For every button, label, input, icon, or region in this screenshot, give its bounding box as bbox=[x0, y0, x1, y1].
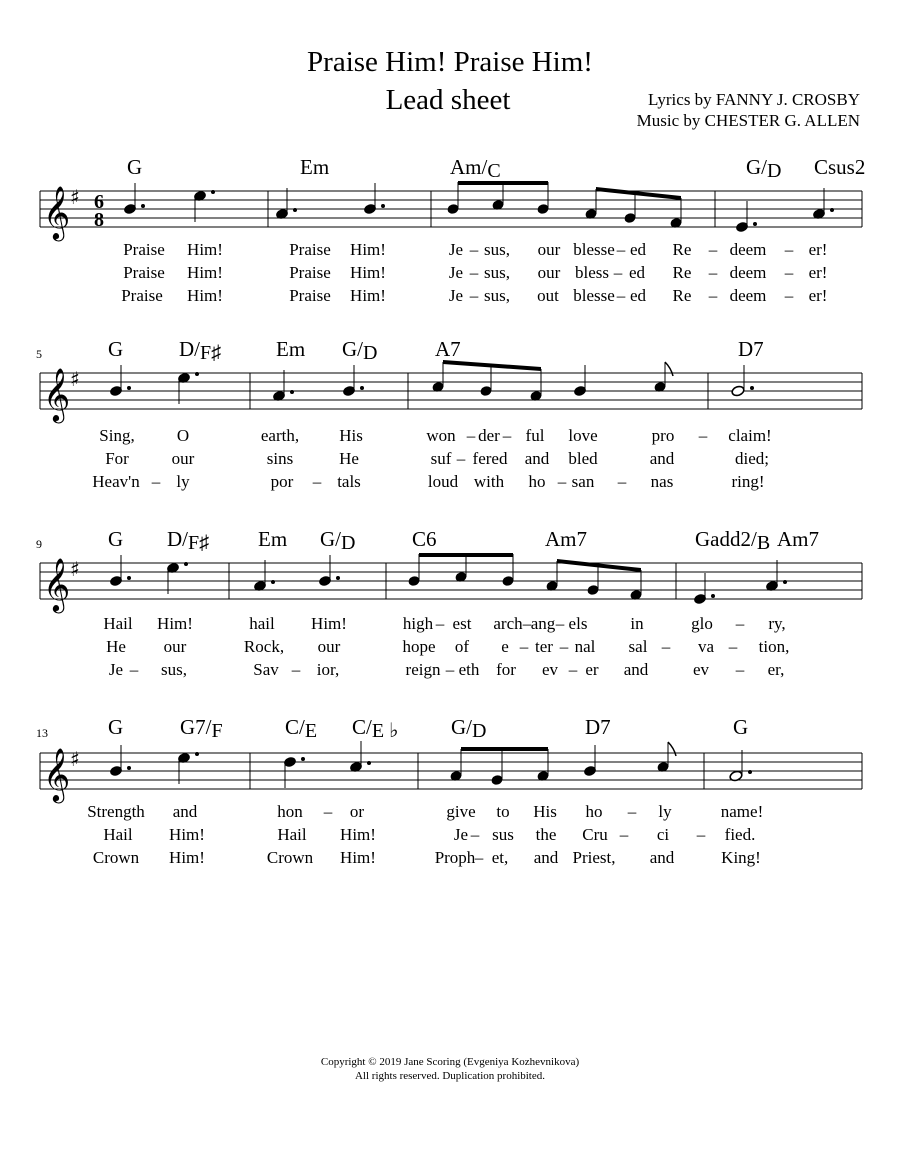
rights-line: All rights reserved. Duplication prohibited. bbox=[354, 1070, 545, 1082]
staff-system-1: 𝄞 ♯ 6 8 G Em Am/C G/D Csus2 Praise Him! Praise Him! Je – sus, our blesse – ed Re – deem – er! Praise Him! Praise Him! Je – sus, our bless – ed Re – deem – er! Praise Him! Praise Him! Je – sus, out blesse – ed Re – deem – er! bbox=[0, 140, 900, 370]
treble-clef-icon: 𝄞 bbox=[43, 185, 71, 239]
chord-symbol: Em bbox=[276, 337, 306, 361]
chord-symbol: G bbox=[108, 337, 124, 361]
note bbox=[731, 385, 745, 397]
staff-system-2: 5 𝄞 ♯ G D/F♯ Em G/D A7 D7 Sing, O earth, His won – der – ful love pro – claim! For our sins He suf – fered and bled and died; Heav'n – ly por – tals loud with ho – san – nas ring! bbox=[0, 322, 900, 552]
staff-system-4: 13 𝄞 ♯ G G7/F C/E C/E ♭ G/D D7 G Strength and hon – or give to His ho – ly name! Hail Him! Hail Him! Je – sus the Cru – ci – fied. Crown Him! Crown Him! Proph – et, and Priest, and King! bbox=[0, 702, 900, 932]
treble-clef-icon: 𝄞 bbox=[43, 747, 71, 801]
chord-symbol: Am7 bbox=[545, 527, 587, 551]
key-sharp-icon: ♯ bbox=[70, 557, 80, 581]
treble-clef-icon: 𝄞 bbox=[43, 367, 71, 421]
chord-symbol: G/D bbox=[342, 337, 378, 364]
chord-symbol: A7 bbox=[435, 337, 461, 361]
chord-symbol: D7 bbox=[738, 337, 764, 361]
chord-symbol: G/D bbox=[320, 527, 356, 554]
measure-number: 13 bbox=[36, 726, 48, 740]
note bbox=[624, 213, 636, 224]
chord-symbol: Am7 bbox=[777, 527, 819, 551]
chord-symbol: D/F♯ bbox=[167, 527, 210, 554]
chord-symbol: C/E bbox=[285, 715, 318, 742]
key-sharp-icon: ♯ bbox=[70, 185, 80, 209]
chord-symbol: G bbox=[108, 527, 124, 551]
measure-number: 9 bbox=[36, 537, 42, 551]
chord-symbol: D7 bbox=[585, 715, 611, 739]
chord-symbol: G bbox=[108, 715, 124, 739]
note bbox=[502, 576, 514, 587]
chord-symbol: Gadd2/B bbox=[695, 527, 771, 554]
chord-symbol: Am/C bbox=[450, 155, 501, 182]
note bbox=[587, 585, 599, 596]
time-sig-bottom: 8 bbox=[94, 209, 104, 231]
chord-symbol: C6 bbox=[412, 527, 437, 551]
note bbox=[408, 576, 420, 587]
copyright-line: Copyright © 2019 Jane Scoring (Evgeniya Kozhevnikova) bbox=[320, 1056, 580, 1068]
chord-symbol: D/F♯ bbox=[179, 337, 222, 364]
chord-symbol: G7/F bbox=[180, 715, 223, 742]
note bbox=[537, 204, 549, 215]
key-sharp-icon: ♯ bbox=[70, 747, 80, 771]
key-sharp-icon: ♯ bbox=[70, 367, 80, 391]
note bbox=[447, 204, 459, 215]
measure-number: 5 bbox=[36, 347, 42, 361]
note bbox=[491, 775, 503, 786]
note bbox=[480, 386, 492, 397]
chord-symbol: G bbox=[127, 155, 143, 179]
staff-system-3: 9 𝄞 ♯ G D/F♯ Em G/D C6 Am7 Gadd2/B Am7 Hail Him! hail Him! high – est arch – ang – els in glo – ry, He our Rock, our hope of e – ter – nal sal – va – tion, Je – sus, Sav – ior, reign – eth for ev – er and ev – er, bbox=[0, 512, 900, 742]
song-subtitle: Lead sheet bbox=[385, 84, 511, 116]
chord-symbol: G/D bbox=[451, 715, 487, 742]
chord-symbol: Csus2 bbox=[814, 155, 866, 179]
song-title: Praise Him! Praise Him! bbox=[307, 46, 593, 78]
music-credit: Music by CHESTER G. ALLEN bbox=[636, 111, 860, 130]
chord-symbol: C/E ♭ bbox=[352, 715, 399, 742]
chord-symbol: G bbox=[733, 715, 749, 739]
treble-clef-icon: 𝄞 bbox=[43, 557, 71, 611]
chord-symbol: Em bbox=[258, 527, 288, 551]
lyrics-credit: Lyrics by FANNY J. CROSBY bbox=[647, 90, 860, 109]
chord-symbol: G/D bbox=[746, 155, 782, 182]
chord-symbol: Em bbox=[300, 155, 330, 179]
time-sig-top: 6 bbox=[94, 191, 104, 213]
